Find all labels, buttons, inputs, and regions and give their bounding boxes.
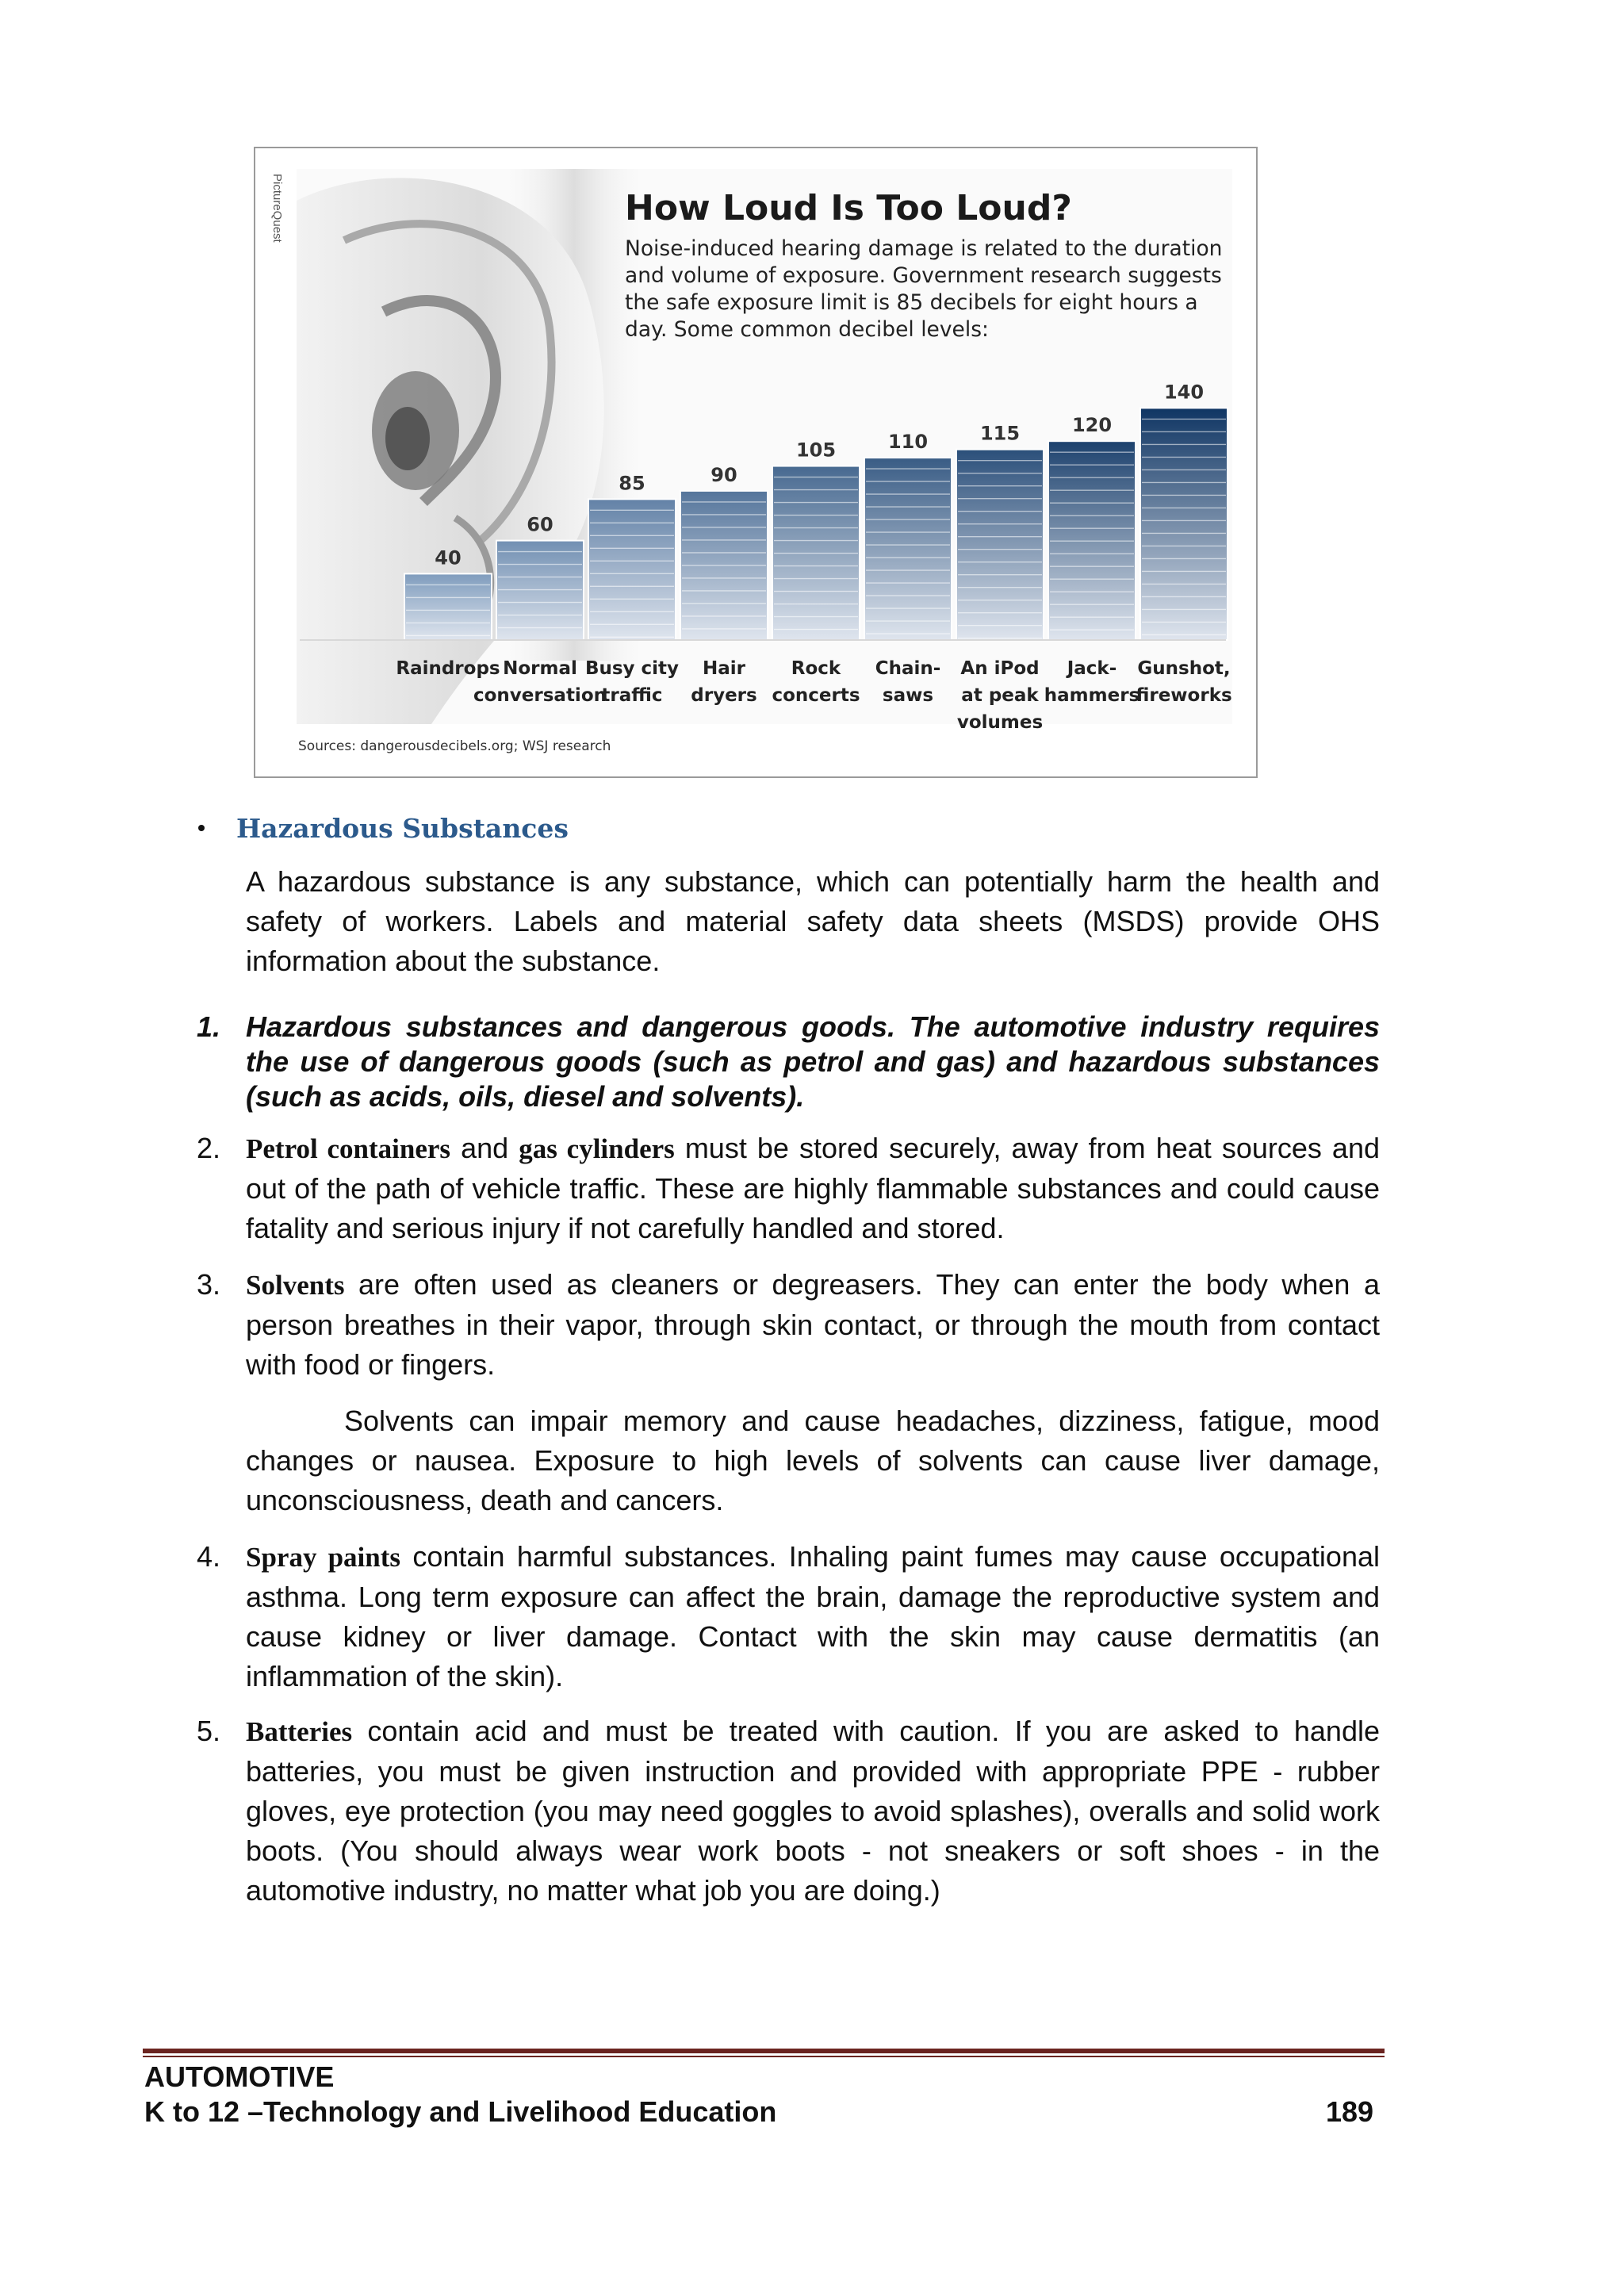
category-label: at peak <box>961 685 1039 706</box>
term-batteries: Batteries <box>246 1716 353 1747</box>
section-heading <box>198 813 569 844</box>
bar-value-label: 90 <box>710 463 737 486</box>
item-number: 1. <box>197 1010 221 1043</box>
category-label: traffic <box>601 685 663 706</box>
item-text-body: are often used as cleaners or degreasers. They can enter the body when a person breathes in their vapor, through skin contact, or through the mouth from contact with food or fingers. <box>246 1268 1380 1381</box>
bar-value-label: 40 <box>435 546 462 569</box>
chart-title: How Loud Is Too Loud? <box>625 188 1072 228</box>
item-number: 4. <box>197 1540 221 1573</box>
bar-6 <box>956 450 1044 640</box>
decibel-infographic <box>254 147 1258 778</box>
bar-value-label: 140 <box>1163 381 1205 404</box>
category-label: Raindrops <box>396 658 500 679</box>
category-label: An iPod <box>960 658 1040 679</box>
item-text <box>246 1265 1380 1385</box>
category-label: Gunshot, <box>1137 658 1231 679</box>
bar-value-label: 105 <box>795 439 837 462</box>
bar-value-label: 115 <box>979 422 1021 445</box>
item-text-body: contain harmful substances. Inhaling paint fumes may cause occupational asthma. Long term exposure can affect the brain, damage the reproductive system and cause kidney or liver damage. Contact with the skin may cause dermatitis (an inflammation of the skin). <box>246 1540 1380 1692</box>
category-label: Rock <box>791 658 841 679</box>
item-text <box>246 1711 1380 1911</box>
footer-rule <box>143 2049 1385 2053</box>
category-label: concerts <box>772 685 860 706</box>
category-label: dryers <box>691 685 757 706</box>
item-text <box>246 1537 1380 1696</box>
term-petrol-containers: Petrol containers <box>246 1133 451 1164</box>
item-number: 3. <box>197 1268 221 1301</box>
footer-rule-thin <box>143 2056 1385 2057</box>
bullet-icon <box>198 825 205 831</box>
list-item-5 <box>197 1711 1380 1911</box>
footer-course: K to 12 –Technology and Livelihood Education <box>144 2095 777 2128</box>
bar-2 <box>588 499 676 640</box>
category-label: hammers <box>1044 685 1140 706</box>
item-number: 2. <box>197 1132 221 1164</box>
page-number: 189 <box>1326 2095 1374 2128</box>
decibel-bar-chart <box>255 148 1256 776</box>
item-number: 5. <box>197 1715 221 1747</box>
bar-value-label: 60 <box>527 513 553 536</box>
list-item-1 <box>197 1010 1380 1114</box>
section-heading-text: Hazardous Substances <box>236 813 569 844</box>
footer-subject: AUTOMOTIVE <box>144 2060 335 2093</box>
category-label: conversation <box>473 685 607 706</box>
list-item-3 <box>197 1265 1380 1385</box>
bar-value-label: 110 <box>887 431 929 454</box>
term-spray-paints: Spray paints <box>246 1542 401 1573</box>
bar-value-label: 120 <box>1071 414 1113 437</box>
bar-0 <box>404 573 492 640</box>
category-label: Chain- <box>875 658 941 679</box>
item-text-joiner: and <box>450 1132 519 1164</box>
category-label: volumes <box>956 712 1044 733</box>
bar-5 <box>864 458 952 640</box>
bar-8 <box>1140 408 1228 640</box>
list-item-2 <box>197 1129 1380 1248</box>
section-intro: A hazardous substance is any substance, which can potentially harm the health and safety of workers. Labels and material safety data sheets (MSDS) provide OHS information about the substance. <box>246 865 1380 977</box>
category-label: Normal <box>503 658 577 679</box>
chart-description: Noise-induced hearing damage is related to the duration and volume of exposure. Government research suggests the safe exposure limit is 85 decibels for eight hours a day. Some common decibel levels: <box>625 236 1223 342</box>
image-credit: PictureQuest <box>270 174 284 243</box>
term-solvents: Solvents <box>246 1270 345 1301</box>
item-text-body: must be stored securely, away from heat sources and out of the path of vehicle traffic. These are highly flammable substances and could cause fatality and serious injury if not carefully handled and stored. <box>246 1132 1380 1244</box>
category-label: saws <box>882 685 934 706</box>
category-label: fireworks <box>1136 685 1232 706</box>
item-text: Hazardous substances and dangerous goods. The automotive industry requires the use of dangerous goods (such as petrol and gas) and hazardous substances (such as acids, oils, diesel and solvents). <box>246 1010 1380 1113</box>
term-gas-cylinders: gas cylinders <box>519 1133 675 1164</box>
category-label: Busy city <box>584 658 680 679</box>
list-item-4 <box>197 1537 1380 1696</box>
category-label: Hair <box>703 658 745 679</box>
bar-value-label: 85 <box>619 472 645 495</box>
item-text-body: contain acid and must be treated with caution. If you are asked to handle batteries, you must be given instruction and provided with appropriate PPE - rubber gloves, eye protection (you may need goggles to avoid splashes), overalls and solid work boots. (You should always wear work boots - not sneakers or soft shoes - in the automotive industry, no matter what job you are doing.) <box>246 1715 1380 1907</box>
item-text <box>246 1129 1380 1248</box>
category-label: Jack- <box>1067 658 1117 679</box>
solvents-effects-paragraph: Solvents can impair memory and cause headaches, dizziness, fatigue, mood changes or nausea. Exposure to high levels of solvents can cause liver damage, unconsciousness, death and cancers. <box>246 1405 1380 1516</box>
chart-sources: Sources: dangerousdecibels.org; WSJ research <box>298 738 611 754</box>
